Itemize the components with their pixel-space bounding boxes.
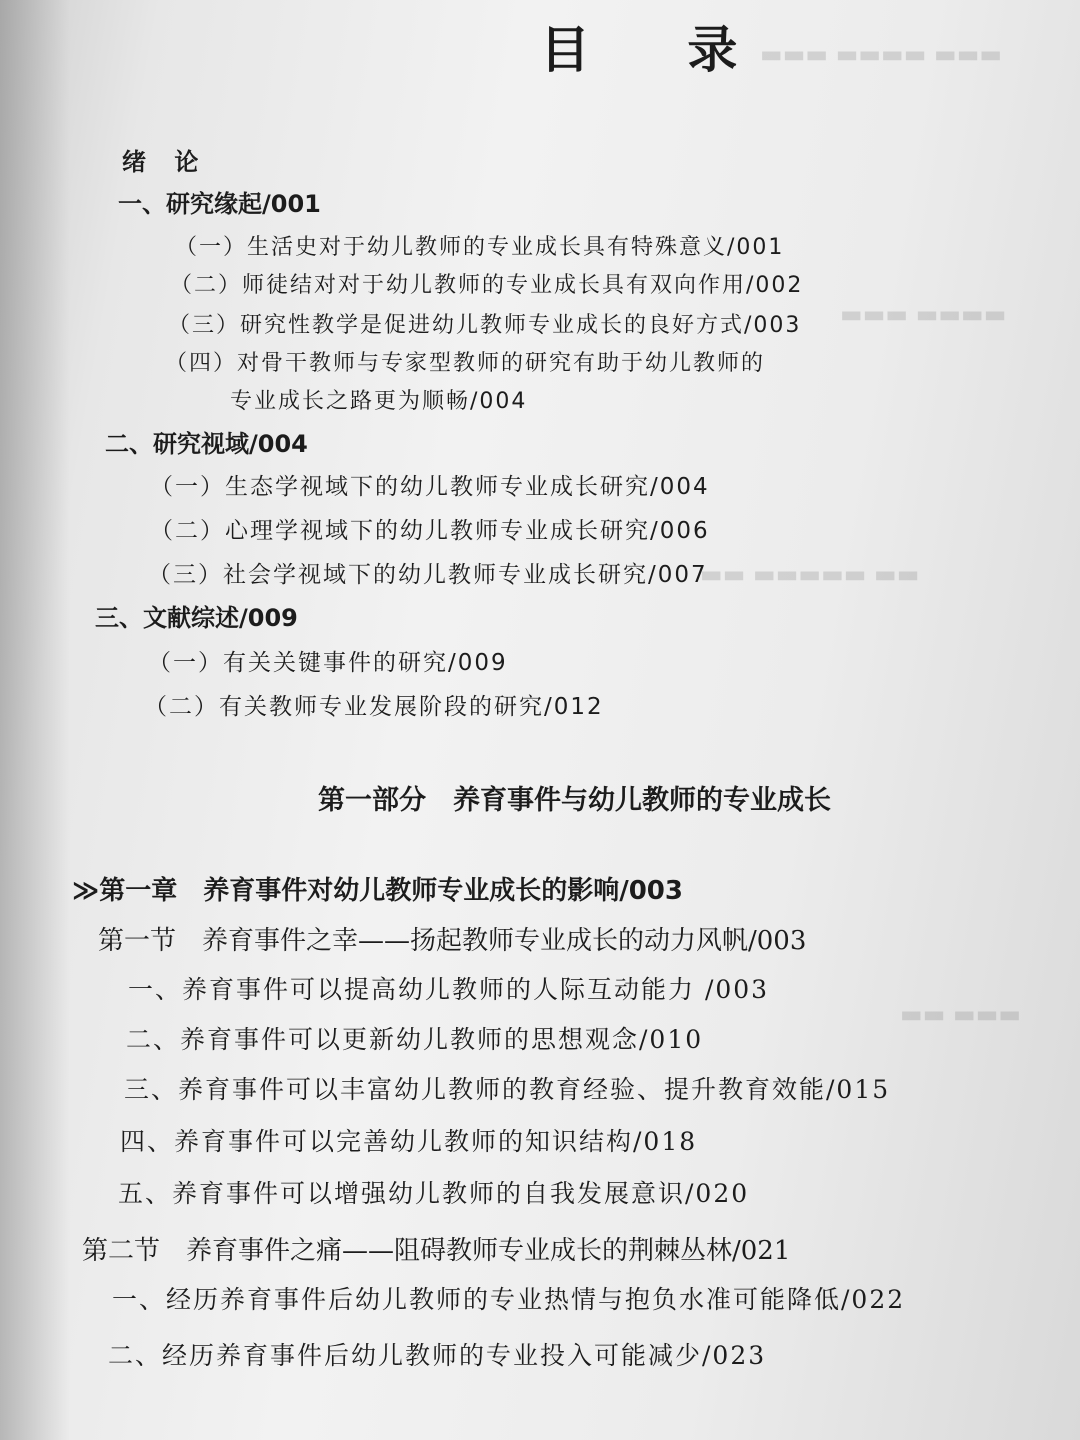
toc-entry: 一、研究缘起/001 (118, 190, 321, 218)
show-through-text: ▬▬▬▬ ▬▬▬ (840, 300, 1007, 328)
show-through-text: ▬▬ ▬▬▬▬▬ ▬▬ (700, 560, 920, 588)
toc-entry: 一、经历养育事件后幼儿教师的专业热情与抱负水准可能降低/022 (112, 1285, 906, 1314)
toc-entry: 五、养育事件可以增强幼儿教师的自我发展意识/020 (118, 1179, 750, 1208)
section-title: 第一节 养育事件之幸——扬起教师专业成长的动力风帆/003 (98, 926, 807, 956)
toc-entry: 三、养育事件可以丰富幼儿教师的教育经验、提升教育效能/015 (124, 1075, 891, 1104)
show-through-text: ▬▬▬ ▬▬ (900, 1000, 1022, 1028)
toc-entry: （一）生活史对于幼儿教师的专业成长具有特殊意义/001 (175, 235, 785, 260)
intro-heading: 绪 论 (122, 148, 209, 176)
toc-entry: （一）生态学视域下的幼儿教师专业成长研究/004 (150, 474, 710, 500)
toc-entry: （三）研究性教学是促进幼儿教师专业成长的良好方式/003 (168, 313, 802, 338)
toc-entry: 一、养育事件可以提高幼儿教师的人际互动能力 /003 (128, 975, 770, 1004)
toc-entry: 专业成长之路更为顺畅/004 (230, 389, 528, 414)
toc-entry: （二）师徒结对对于幼儿教师的专业成长具有双向作用/002 (170, 273, 804, 298)
page-edge-shadow (0, 0, 70, 1440)
toc-entry: 二、研究视域/004 (105, 430, 308, 458)
chapter-title-text: 第一章 养育事件对幼儿教师专业成长的影响/003 (99, 876, 683, 906)
toc-entry: （二）有关教师专业发展阶段的研究/012 (144, 694, 604, 720)
toc-entry: 三、文献综述/009 (95, 604, 298, 632)
section-title: 第二节 养育事件之痛——阻碍教师专业成长的荆棘丛林/021 (82, 1236, 791, 1266)
toc-entry: （三）社会学视域下的幼儿教师专业成长研究/007 (148, 562, 708, 588)
toc-entry: （四）对骨干教师与专家型教师的研究有助于幼儿教师的 (165, 351, 766, 376)
toc-entry: 二、经历养育事件后幼儿教师的专业投入可能减少/023 (108, 1341, 767, 1370)
toc-entry: 四、养育事件可以完善幼儿教师的知识结构/018 (120, 1127, 698, 1156)
page-title: 目 录 (540, 21, 778, 79)
toc-entry: （一）有关关键事件的研究/009 (148, 650, 508, 676)
toc-entry: 二、养育事件可以更新幼儿教师的思想观念/010 (126, 1025, 704, 1054)
toc-entry: （二）心理学视域下的幼儿教师专业成长研究/006 (150, 518, 710, 544)
chapter-title (72, 870, 683, 907)
show-through-text: ▬▬▬ ▬▬▬▬ ▬▬▬ (760, 40, 1003, 68)
chevron-marker-icon: ≫ (72, 876, 100, 906)
part-title: 第一部分 养育事件与幼儿教师的专业成长 (318, 785, 831, 816)
